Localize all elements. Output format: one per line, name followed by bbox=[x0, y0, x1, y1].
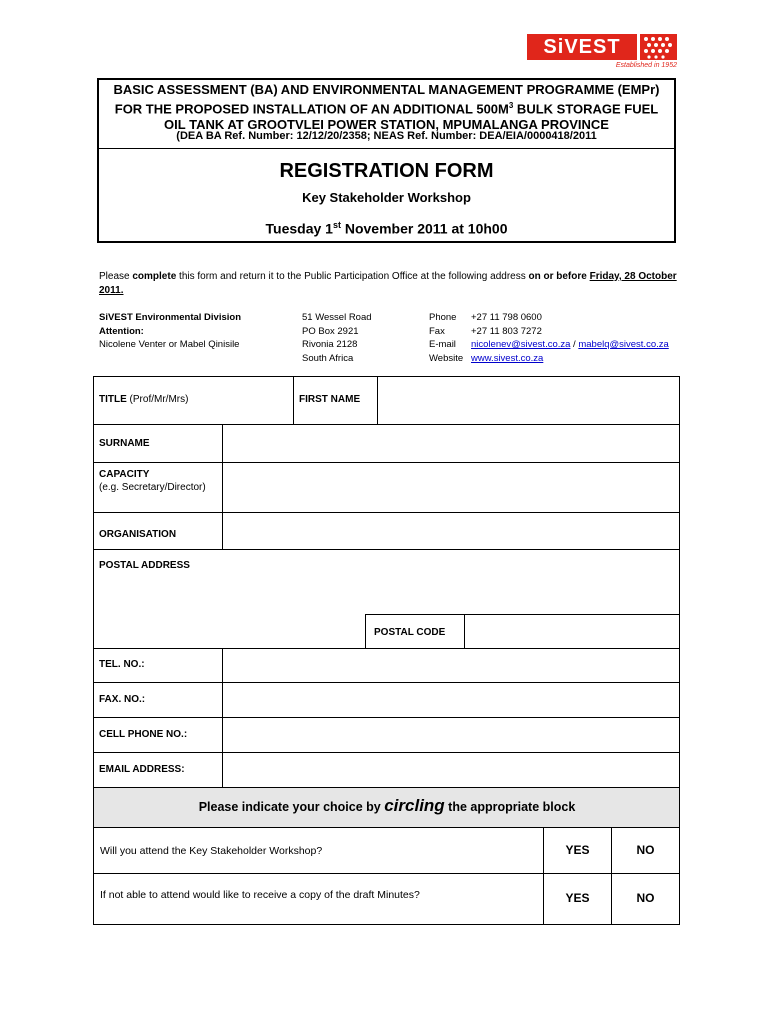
contact-org: SiVEST Environmental Division Attention: Nicolene Venter or Mabel Qinisile bbox=[99, 312, 242, 350]
email-link-mabel[interactable]: mabelq@sivest.co.za bbox=[578, 339, 669, 350]
title-input[interactable] bbox=[194, 377, 292, 424]
contact-labels: Phone Fax E-mail Website bbox=[429, 312, 464, 364]
attend-no-option[interactable]: NO bbox=[636, 843, 655, 857]
capacity-input[interactable] bbox=[223, 463, 679, 512]
tel-label: TEL. NO.: bbox=[99, 659, 145, 670]
capacity-label: CAPACITY (e.g. Secretary/Director) bbox=[99, 469, 206, 493]
minutes-no-option[interactable]: NO bbox=[636, 891, 655, 905]
cell-input[interactable] bbox=[223, 718, 679, 752]
contact-values: +27 11 798 0600 +27 11 803 7272 nicolenev@sivest.co.za / mabelq@sivest.co.za www.sivest.co.za bbox=[471, 312, 669, 364]
postal-code-label: POSTAL CODE bbox=[374, 627, 446, 638]
surname-input[interactable] bbox=[223, 425, 679, 462]
postal-address-input[interactable] bbox=[223, 550, 679, 614]
surname-label: SURNAME bbox=[99, 438, 150, 449]
title-label: TITLE (Prof/Mr/Mrs) bbox=[99, 394, 189, 405]
email-label: EMAIL ADDRESS: bbox=[99, 764, 185, 775]
tel-input[interactable] bbox=[223, 649, 679, 682]
established-text: Established in 1952 bbox=[615, 62, 677, 69]
first-name-input[interactable] bbox=[378, 377, 678, 424]
website-link[interactable]: www.sivest.co.za bbox=[471, 352, 544, 364]
sivest-logo bbox=[527, 34, 677, 60]
question-attend: Will you attend the Key Stakeholder Workshop? bbox=[100, 845, 323, 857]
workshop-date: Tuesday 1st November 2011 at 10h00 bbox=[265, 220, 508, 237]
fax-label: FAX. NO.: bbox=[99, 694, 146, 705]
logo-dots-icon bbox=[640, 34, 677, 60]
postal-address-label: POSTAL ADDRESS bbox=[99, 560, 190, 571]
email-input[interactable] bbox=[223, 753, 679, 787]
organisation-label: ORGANISATION bbox=[99, 529, 177, 540]
organisation-input[interactable] bbox=[223, 513, 679, 549]
cell-label: CELL PHONE NO.: bbox=[99, 729, 188, 740]
email-link-nicolene[interactable]: nicolenev@sivest.co.za bbox=[471, 339, 571, 350]
first-name-label: FIRST NAME bbox=[299, 394, 361, 405]
choice-instruction: Please indicate your choice by circling the appropriate block bbox=[198, 796, 576, 815]
form-title: REGISTRATION FORM bbox=[279, 160, 494, 182]
fax-input[interactable] bbox=[223, 683, 679, 717]
postal-code-input[interactable] bbox=[465, 615, 679, 648]
attend-yes-option[interactable]: YES bbox=[565, 843, 590, 857]
header-divider bbox=[99, 148, 674, 149]
workshop-name: Key Stakeholder Workshop bbox=[302, 190, 471, 205]
project-title: BASIC ASSESSMENT (BA) AND ENVIRONMENTAL MANAGEMENT PROGRAMME (EMPr) FOR THE PROPOSED INSTALLATION OF AN ADDITIONAL $500M^3$ BULK STORAGE FUEL OIL TANK AT GROOTVLEI POWER STATION, MPUMALANGA PROVINCE bbox=[113, 82, 660, 133]
minutes-yes-option[interactable]: YES bbox=[565, 891, 590, 905]
instructions: Please complete this form and return it to the Public Participation Office at the following address on or before Friday, 28 October 2011. bbox=[99, 271, 677, 296]
logo-wordmark: SiVEST bbox=[527, 34, 637, 60]
contact-address: 51 Wessel Road PO Box 2921 Rivonia 2128 South Africa bbox=[302, 312, 372, 364]
reference-numbers: (DEA BA Ref. Number: 12/12/20/2358; NEAS Ref. Number: DEA/EIA/0000418/2011 bbox=[176, 130, 597, 142]
question-minutes: If not able to attend would like to receive a copy of the draft Minutes? bbox=[100, 889, 420, 901]
